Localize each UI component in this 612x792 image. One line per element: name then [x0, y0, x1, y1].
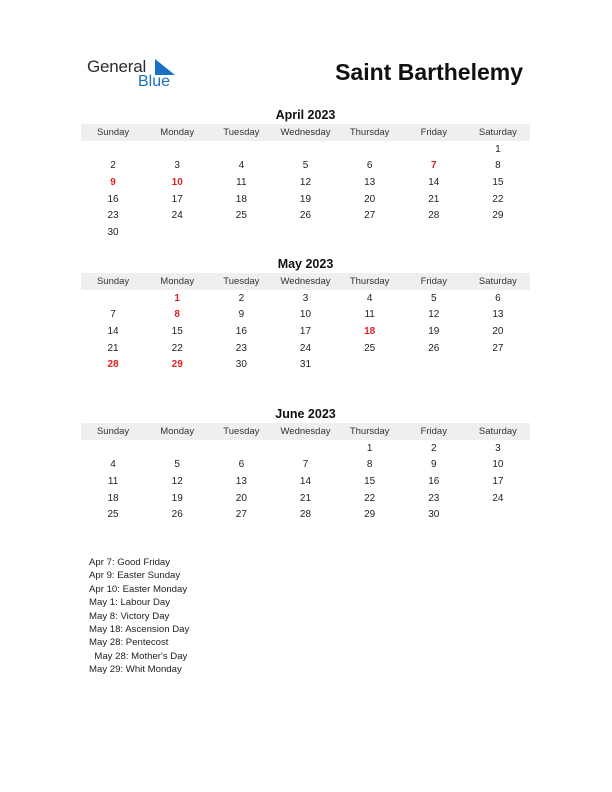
day-cell: 3 — [302, 292, 309, 304]
day-cell: 8 — [366, 459, 373, 471]
holiday-item: May 29: Whit Monday — [89, 664, 182, 676]
day-cell: 9 — [110, 176, 116, 188]
day-cell: 27 — [492, 342, 504, 354]
weekday-header-row — [81, 124, 530, 141]
day-cell: 10 — [171, 176, 183, 188]
day-cell: 16 — [107, 193, 119, 205]
holiday-item: May 1: Labour Day — [89, 597, 171, 609]
weekday-header: Sunday — [96, 276, 130, 287]
day-cell: 16 — [235, 325, 247, 337]
day-cell: 26 — [299, 210, 312, 222]
weekday-header: Friday — [420, 276, 447, 287]
day-cell: 18 — [364, 325, 376, 337]
week-row — [81, 506, 530, 523]
day-cell: 28 — [428, 210, 440, 222]
day-cell: 29 — [364, 509, 376, 521]
day-cell: 19 — [299, 193, 312, 205]
day-cell: 5 — [302, 160, 309, 172]
day-cell: 12 — [299, 176, 312, 188]
day-cell: 3 — [174, 160, 180, 172]
day-cell: 21 — [299, 492, 312, 504]
day-cell: 5 — [174, 459, 180, 471]
day-cell: 19 — [171, 492, 183, 504]
day-cell: 6 — [366, 160, 373, 172]
day-cell: 24 — [171, 210, 183, 222]
day-cell: 8 — [174, 309, 180, 321]
logo-general-text: General — [87, 57, 147, 76]
day-cell: 2 — [110, 160, 116, 172]
day-cell: 30 — [107, 226, 119, 238]
week-row — [81, 440, 530, 457]
holiday-item: Apr 9: Easter Sunday — [89, 570, 181, 582]
day-cell: 18 — [107, 492, 119, 504]
day-cell: 26 — [428, 342, 440, 354]
day-cell: 10 — [492, 459, 504, 471]
day-cell: 4 — [110, 459, 116, 471]
week-row — [81, 323, 530, 340]
weekday-header: Wednesday — [280, 426, 331, 437]
day-cell: 17 — [492, 475, 504, 487]
day-cell: 13 — [364, 176, 376, 188]
day-cell: 11 — [107, 475, 119, 487]
day-cell: 3 — [495, 442, 501, 454]
month-june — [81, 405, 530, 523]
month-may — [81, 255, 530, 373]
weekday-header: Sunday — [96, 127, 130, 138]
day-cell: 12 — [171, 475, 183, 487]
day-cell: 6 — [238, 459, 245, 471]
holiday-item: Apr 7: Good Friday — [89, 557, 171, 568]
weekday-header: Monday — [160, 127, 195, 138]
week-row — [81, 158, 530, 175]
day-cell: 19 — [428, 325, 440, 337]
weekday-header: Saturday — [478, 276, 517, 287]
weekday-header: Sunday — [96, 426, 130, 437]
day-cell: 20 — [492, 325, 504, 337]
weekday-header: Friday — [420, 127, 447, 138]
day-cell: 27 — [364, 210, 376, 222]
week-row — [81, 457, 530, 474]
weekday-header: Wednesday — [280, 276, 331, 287]
day-cell: 22 — [364, 492, 376, 504]
day-cell: 2 — [238, 292, 245, 304]
day-cell: 25 — [235, 210, 247, 222]
week-row — [81, 307, 530, 324]
day-cell: 20 — [235, 492, 247, 504]
holiday-item: Apr 10: Easter Monday — [89, 583, 188, 595]
day-cell: 15 — [492, 176, 504, 188]
day-cell: 4 — [366, 292, 373, 304]
day-cell: 17 — [299, 325, 312, 337]
week-row — [81, 207, 530, 224]
month-april — [81, 106, 530, 241]
week-row — [81, 224, 530, 241]
week-row — [81, 490, 530, 507]
holiday-item: May 18: Ascension Day — [89, 623, 190, 635]
weekday-header: Thursday — [349, 426, 390, 437]
day-cell: 4 — [238, 160, 245, 172]
weekday-header: Monday — [160, 276, 195, 287]
weekday-header: Tuesday — [223, 426, 260, 437]
day-cell: 16 — [428, 475, 440, 487]
day-cell: 31 — [299, 359, 312, 371]
weekday-header: Saturday — [478, 426, 517, 437]
day-cell: 9 — [238, 309, 245, 321]
weekday-header: Tuesday — [223, 276, 260, 287]
week-row — [81, 356, 530, 373]
day-cell: 25 — [364, 342, 376, 354]
day-cell: 9 — [430, 459, 437, 471]
weekday-header: Wednesday — [280, 127, 331, 138]
month-title: April 2023 — [275, 108, 336, 122]
weekday-header-row — [81, 423, 530, 440]
day-cell: 18 — [235, 193, 247, 205]
day-cell: 2 — [430, 442, 437, 454]
weekday-header: Thursday — [349, 276, 390, 287]
day-cell: 1 — [495, 143, 501, 155]
week-row — [81, 340, 530, 357]
day-cell: 10 — [299, 309, 312, 321]
day-cell: 1 — [174, 292, 180, 304]
day-cell: 24 — [492, 492, 504, 504]
weekday-header: Friday — [420, 426, 447, 437]
day-cell: 15 — [364, 475, 376, 487]
day-cell: 7 — [302, 459, 309, 471]
generalblue-logo — [87, 57, 187, 91]
country-title: Saint Barthelemy — [335, 59, 523, 85]
day-cell: 15 — [171, 325, 183, 337]
day-cell: 28 — [107, 359, 119, 371]
month-title: May 2023 — [277, 257, 334, 271]
day-cell: 8 — [495, 160, 501, 172]
week-row — [81, 141, 530, 158]
day-cell: 14 — [299, 475, 312, 487]
day-cell: 5 — [430, 292, 437, 304]
day-cell: 27 — [235, 509, 247, 521]
weekday-header: Thursday — [349, 127, 390, 138]
day-cell: 28 — [299, 509, 312, 521]
day-cell: 14 — [107, 325, 119, 337]
week-row — [81, 473, 530, 490]
day-cell: 1 — [366, 442, 373, 454]
weekday-header: Tuesday — [223, 127, 260, 138]
holiday-item: May 28: Mother's Day — [89, 650, 188, 662]
day-cell: 20 — [364, 193, 376, 205]
day-cell: 24 — [299, 342, 312, 354]
day-cell: 22 — [171, 342, 183, 354]
day-cell: 30 — [428, 509, 440, 521]
day-cell: 14 — [428, 176, 440, 188]
day-cell: 7 — [430, 160, 437, 172]
week-row — [81, 290, 530, 307]
day-cell: 30 — [235, 359, 247, 371]
day-cell: 22 — [492, 193, 504, 205]
day-cell: 23 — [235, 342, 247, 354]
day-cell: 7 — [110, 309, 116, 321]
weekday-header-row — [81, 273, 530, 290]
day-cell: 17 — [171, 193, 183, 205]
logo-blue-text: Blue — [138, 73, 171, 90]
week-row — [81, 191, 530, 208]
day-cell: 23 — [428, 492, 440, 504]
month-title: June 2023 — [275, 407, 336, 421]
day-cell: 29 — [492, 210, 504, 222]
day-cell: 26 — [171, 509, 183, 521]
weekday-header: Saturday — [478, 127, 517, 138]
day-cell: 6 — [495, 292, 501, 304]
day-cell: 11 — [236, 176, 247, 188]
holiday-item: May 8: Victory Day — [89, 610, 170, 622]
day-cell: 13 — [492, 309, 504, 321]
day-cell: 21 — [428, 193, 440, 205]
weekday-header: Monday — [160, 426, 195, 437]
day-cell: 13 — [235, 475, 247, 487]
day-cell: 12 — [428, 309, 440, 321]
holiday-list — [89, 556, 189, 677]
day-cell: 11 — [364, 309, 375, 321]
day-cell: 25 — [107, 509, 119, 521]
week-row — [81, 174, 530, 191]
day-cell: 21 — [107, 342, 119, 354]
holiday-item: May 28: Pentecost — [89, 637, 169, 649]
day-cell: 29 — [171, 359, 183, 371]
day-cell: 23 — [107, 210, 119, 222]
